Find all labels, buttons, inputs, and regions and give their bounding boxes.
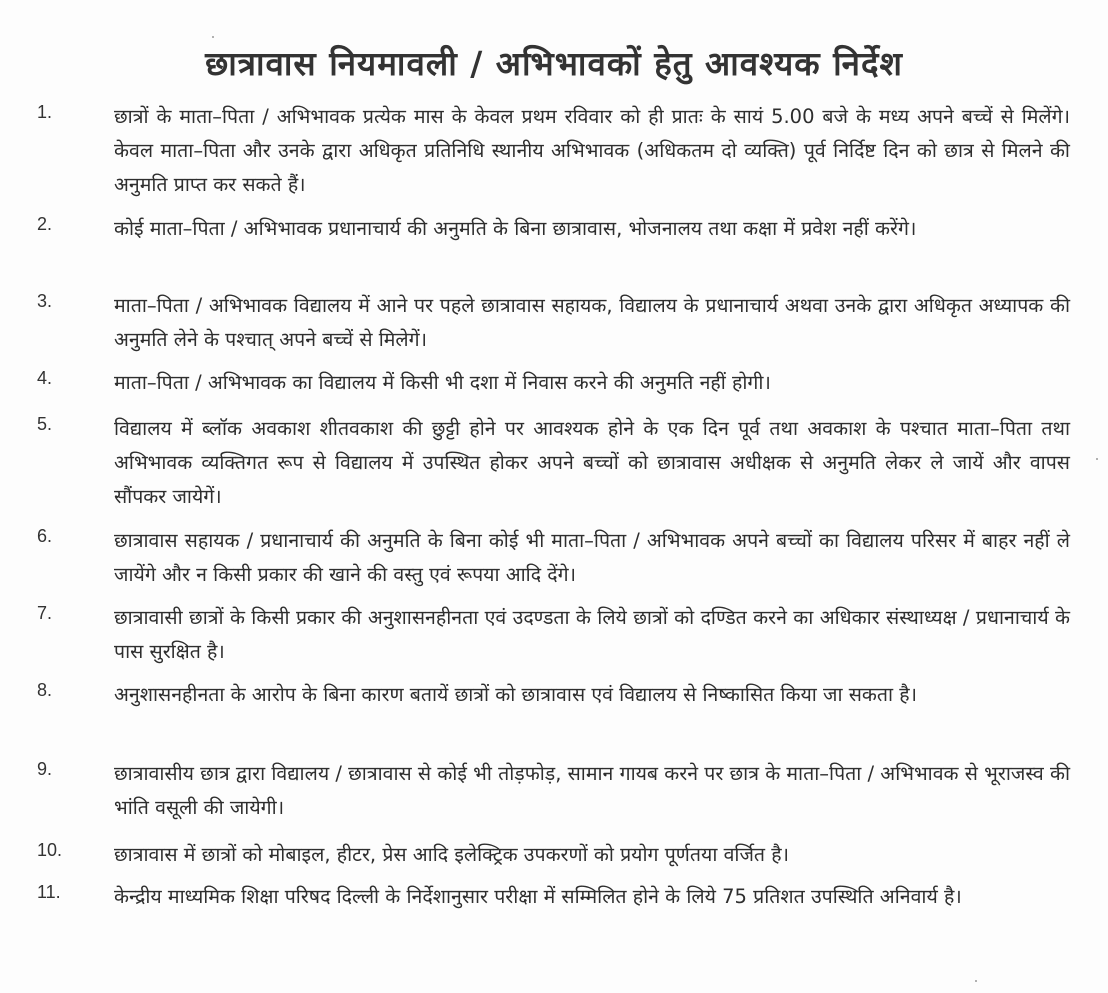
rule-text: केन्द्रीय माध्यमिक शिक्षा परिषद दिल्ली के निर्देशानुसार परीक्षा में सम्मिलित होने के लिये 75 प्रतिशत उपस्थिति अनिवार्य है। [114,885,962,908]
scan-speck [212,36,214,38]
rule-text: छात्रावास सहायक / प्रधानाचार्य की अनुमति के बिना कोई भी माता–पिता / अभिभावक अपने बच्चों का विद्यालय परिसर में बाहर नहीं ले जायेंगे और न किसी प्रकार की खाने की वस्तु एवं रूपया आदि देंगे। [114,529,1070,586]
rule-number: 4. [37,368,53,388]
rule-number: 8. [37,680,53,700]
rule-text: विद्यालय में ब्लॉक अवकाश शीतवकाश की छुट्टी होने पर आवश्यक होने के एक दिन पूर्व तथा अवकाश के पश्चात माता–पिता तथा अभिभावक व्यक्तिगत रूप से विद्यालय में उपस्थित होकर अपने बच्चों को छात्रावास अधीक्षक से अनुमति लेकर ले जायें और वापस सौंपकर जायेगें। [114,417,1070,508]
scan-speck [1096,458,1098,460]
rule-text: छात्रावासीय छात्र द्वारा विद्यालय / छात्रावास से कोई भी तोड़फोड़, सामान गायब करने पर छात्र के माता–पिता / अभिभावक से भूराजस्व की भांति वसूली की जायेगी। [114,762,1070,819]
document-title: छात्रावास नियमावली / अभिभावकों हेतु आवश्यक निर्देश [205,44,903,83]
rule-number: 1. [37,102,53,122]
rule-number: 2. [37,214,53,234]
rule-text: छात्रावासी छात्रों के किसी प्रकार की अनुशासनहीनता एवं उदण्डता के लिये छात्रों को दण्डित करने का अधिकार संस्थाध्यक्ष / प्रधानाचार्य के पास सुरक्षित है। [114,606,1070,663]
rule-text: माता–पिता / अभिभावक का विद्यालय में किसी भी दशा में निवास करने की अनुमति नहीं होगी। [114,371,771,394]
rule-text: छात्रों के माता–पिता / अभिभावक प्रत्येक मास के केवल प्रथम रविवार को ही प्रातः के सायं 5.00 बजे के मध्य अपने बच्चें से मिलेंगे। केवल माता–पिता और उनके द्वारा अधिकृत प्रतिनिधि स्थानीय अभिभावक (अधिकतम दो व्यक्ति) पूर्व निर्दिष्ट दिन को छात्र से मिलने की अनुमति प्राप्त कर सकते हैं। [114,105,1070,196]
rule-number: 7. [37,603,53,623]
rule-text: कोई माता–पिता / अभिभावक प्रधानाचार्य की अनुमति के बिना छात्रावास, भोजनालय तथा कक्षा में प्रवेश नहीं करेंगे। [114,217,917,240]
rule-number: 10. [37,840,63,860]
rule-number: 11. [37,882,61,902]
rule-text: अनुशासनहीनता के आरोप के बिना कारण बतायें छात्रों को छात्रावास एवं विद्यालय से निष्कासित किया जा सकता है। [114,683,918,706]
scan-speck [975,980,977,982]
rule-number: 6. [37,526,53,546]
rule-number: 3. [37,291,53,311]
rule-number: 9. [37,759,53,779]
rule-number: 5. [37,414,53,434]
rule-text: माता–पिता / अभिभावक विद्यालय में आने पर पहले छात्रावास सहायक, विद्यालय के प्रधानाचार्य अथवा उनके द्वारा अधिकृत अध्यापक की अनुमति लेने के पश्चात् अपने बच्चें से मिलेगें। [114,294,1070,351]
rule-text: छात्रावास में छात्रों को मोबाइल, हीटर, प्रेस आदि इलेक्ट्रिक उपकरणों को प्रयोग पूर्णतया वर्जित है। [114,843,789,866]
